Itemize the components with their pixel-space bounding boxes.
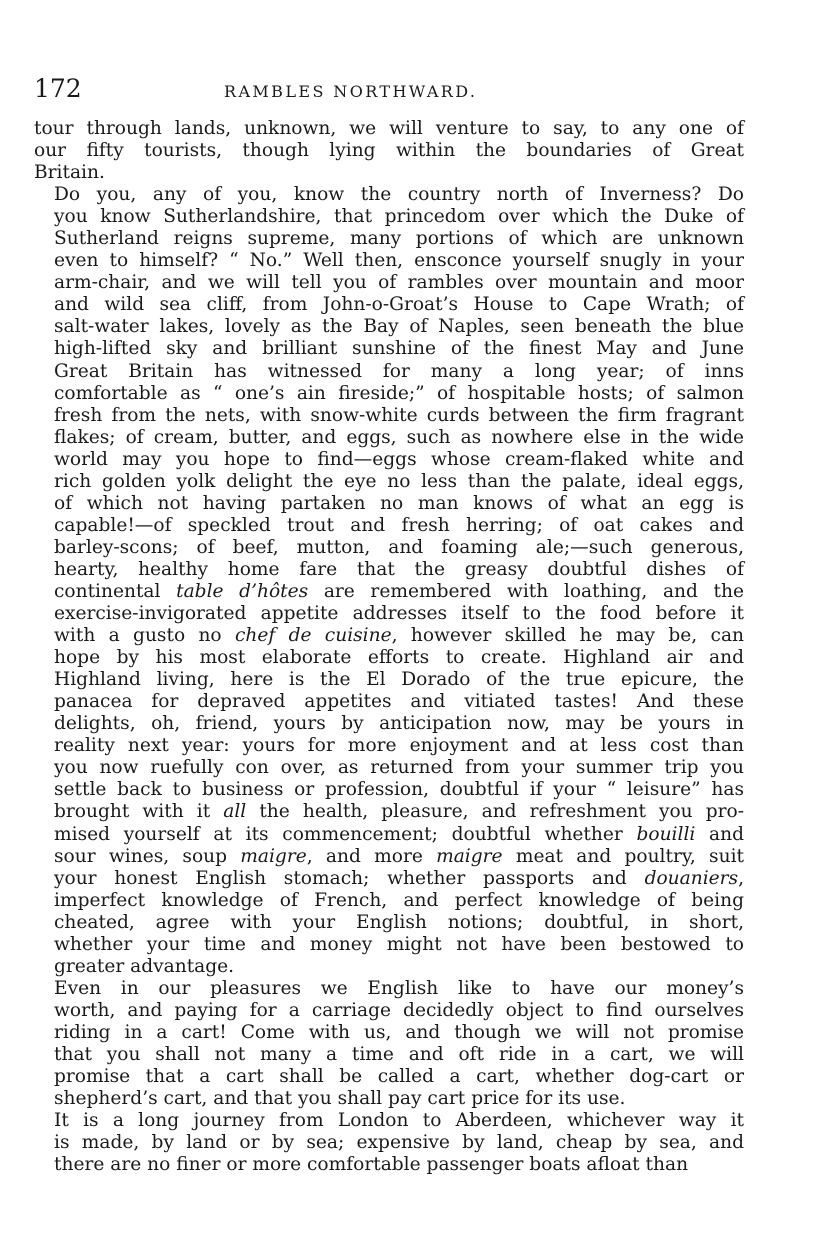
text-line: Sutherland reigns supreme, many portions of which are unknown	[54, 228, 744, 250]
text-line: sour wines, soup maigre, and more maigre meat and poultry, suit	[54, 845, 744, 867]
text-line: brought with it all the health, pleasure, and refreshment you pro-	[54, 801, 744, 823]
text-line: hope by his most elaborate efforts to create. Highland air and	[54, 647, 744, 669]
text-line: is made, by land or by sea; expensive by land, cheap by sea, and	[54, 1132, 744, 1154]
text-line: and wild sea cliff, from John-o-Groat’s House to Cape Wrath; of	[54, 294, 744, 316]
text-line: cheated, agree with your English notions; doubtful, in short,	[54, 911, 744, 933]
text-line: greater advantage.	[54, 955, 235, 977]
text-line: panacea for depraved appetites and vitiated tastes! And these	[54, 691, 744, 713]
text-line: barley-scons; of beef, mutton, and foaming ale;—such generous,	[54, 536, 744, 558]
text-line: capable!—of speckled trout and fresh herring; of oat cakes and	[54, 514, 744, 536]
text-line: continental table d’hôtes are remembered with loathing, and the	[54, 580, 744, 602]
text-line: with a gusto no chef de cuisine, however skilled he may be, can	[54, 625, 745, 647]
text-line: Britain.	[34, 162, 105, 184]
text-line: settle back to business or profession, doubtful if your “ leisure” has	[54, 779, 744, 801]
text-line: It is a long journey from London to Aberdeen, whichever way it	[54, 1110, 744, 1132]
text-line: Do you, any of you, know the country north of Inverness? Do	[54, 184, 744, 206]
text-line: reality next year: yours for more enjoyment and at less cost than	[54, 735, 744, 757]
text-line: salt-water lakes, lovely as the Bay of Naples, seen beneath the blue	[54, 316, 744, 338]
paragraph	[34, 118, 744, 184]
text-line: shepherd’s cart, and that you shall pay cart price for its use.	[54, 1088, 626, 1110]
text-line: world may you hope to find—eggs whose cream-flaked white and	[54, 448, 744, 470]
text-line: tour through lands, unknown, we will venture to say, to any one of	[34, 118, 744, 139]
text-line: comfortable as “ one’s ain fireside;” of hospitable hosts; of salmon	[54, 382, 744, 404]
text-line: even to himself? “ No.” Well then, ensconce yourself snugly in your	[54, 250, 744, 272]
text-line: of which not having partaken no man knows of what an egg is	[54, 492, 744, 514]
text-line: that you shall not many a time and oft ride in a cart, we will	[54, 1043, 744, 1065]
text-line: your honest English stomach; whether passports and douaniers,	[54, 867, 744, 889]
text-line: Great Britain has witnessed for many a long year; of inns	[54, 360, 744, 382]
text-line: imperfect knowledge of French, and perfect knowledge of being	[54, 889, 744, 911]
text-line: fresh from the nets, with snow-white curds between the firm fragrant	[54, 404, 744, 426]
text-line: our fifty tourists, though lying within the boundaries of Great	[34, 140, 744, 162]
text-line: Even in our pleasures we English like to have our money’s	[54, 977, 744, 999]
paragraph	[34, 184, 744, 978]
text-line: riding in a cart! Come with us, and though we will not promise	[54, 1021, 744, 1043]
running-title: RAMBLES NORTHWARD.	[224, 82, 478, 101]
text-line: delights, oh, friend, yours by anticipation now, may be yours in	[54, 713, 744, 735]
text-line: Highland living, here is the El Dorado of the true epicure, the	[54, 669, 744, 691]
text-line: there are no finer or more comfortable passenger boats afloat than	[54, 1154, 689, 1176]
text-line: flakes; of cream, butter, and eggs, such as nowhere else in the wide	[54, 426, 744, 448]
page-header	[34, 74, 744, 114]
text-line: rich golden yolk delight the eye no less than the palate, ideal eggs,	[54, 470, 744, 492]
text-line: promise that a cart shall be called a cart, whether dog-cart or	[54, 1066, 744, 1088]
text-line: high-lifted sky and brilliant sunshine of the finest May and June	[54, 338, 744, 360]
text-line: hearty, healthy home fare that the greasy doubtful dishes of	[54, 558, 744, 580]
text-line: exercise-invigorated appetite addresses itself to the food before it	[54, 603, 744, 625]
text-line: arm-chair, and we will tell you of rambles over mountain and moor	[54, 272, 744, 294]
text-line: whether your time and money might not have been bestowed to	[54, 933, 744, 955]
text-line: you know Sutherlandshire, that princedom over which the Duke of	[54, 206, 744, 228]
paragraph	[34, 978, 744, 1110]
page-number: 172	[34, 74, 82, 103]
text-line: worth, and paying for a carriage decidedly object to find ourselves	[54, 999, 744, 1021]
text-line: mised yourself at its commencement; doubtful whether bouilli and	[54, 823, 745, 845]
body-text	[34, 118, 744, 1176]
paragraph	[34, 1110, 744, 1176]
text-line: you now ruefully con over, as returned from your summer trip you	[54, 757, 744, 779]
